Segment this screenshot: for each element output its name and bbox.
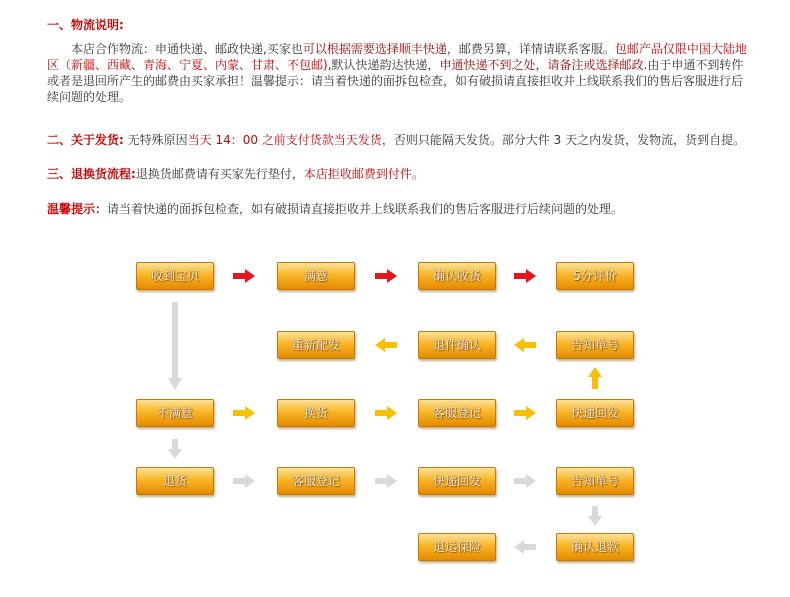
flow-step-cs-register-1[interactable]: 客服登记 xyxy=(418,399,496,427)
tip-heading: 温馨提示： xyxy=(47,202,108,216)
flow-step-express-return-2[interactable]: 快递回发 xyxy=(418,467,496,495)
yellow-arrow-left-icon xyxy=(375,338,397,352)
logistics-text-c: ，邮费另算，详情请联系客服。 xyxy=(446,42,615,56)
shipping-text-c: ，否则只能隔天发货。部分大件 3 天之内发货，发物流，货到自提。 xyxy=(381,133,746,147)
flow-step-confirm-receipt[interactable]: 确认收货 xyxy=(418,262,496,290)
logistics-text-b: 可以根据需要选择顺丰快递 xyxy=(302,42,447,56)
flow-step-cs-register-2[interactable]: 客服登记 xyxy=(277,467,355,495)
gray-arrow-right-icon xyxy=(514,474,536,488)
red-arrow-right-icon xyxy=(233,269,255,283)
gray-arrow-right-icon xyxy=(375,474,397,488)
shipping-text-b: 当天 14：00 之前支付货款当天发货 xyxy=(187,133,382,147)
flow-step-satisfied[interactable]: 满意 xyxy=(277,262,355,290)
yellow-arrow-up-icon xyxy=(588,367,602,389)
gray-arrow-down-icon xyxy=(588,506,602,526)
gray-arrow-down-icon xyxy=(168,439,182,459)
yellow-arrow-left-icon xyxy=(514,338,536,352)
red-arrow-right-icon xyxy=(375,269,397,283)
flow-step-confirm-refund[interactable]: 确认退款 xyxy=(556,533,634,561)
flow-step-received[interactable]: 收到宝贝 xyxy=(136,262,214,290)
red-arrow-right-icon xyxy=(514,269,536,283)
yellow-arrow-right-icon xyxy=(233,406,255,420)
gray-arrow-left-icon xyxy=(514,540,536,554)
yellow-arrow-right-icon xyxy=(375,406,397,420)
shipping-heading: 二、关于发货: xyxy=(47,133,124,147)
gray-arrow-right-icon xyxy=(233,474,255,488)
logistics-text-a: 本店合作物流：申通快递、邮政快递,买家也 xyxy=(71,42,303,56)
flow-step-resend[interactable]: 重新配发 xyxy=(277,331,355,359)
logistics-text-d: 包邮产品仅限中国大陆地区（新疆、西藏、青海、宁夏、内蒙、甘肃、不包邮) xyxy=(47,42,747,72)
logistics-text-g: .由于申通不到转件或者是退回所产生的邮费由买家承担！温馨提示：请当着快递的面拆包检查，如有破损请直接拒收并上线联系我们的售后客服进行后续问题的处理。 xyxy=(47,58,744,104)
return-text-a: 退换货邮费请有买家先行垫付， xyxy=(135,167,304,181)
flow-step-return-insurance[interactable]: 退运保险 xyxy=(418,533,496,561)
gray-arrow-down-long-icon xyxy=(168,302,182,390)
tip-text: 请当着快递的面拆包检查，如有破损请直接拒收并上线联系我们的售后客服进行后续问题的处理。 xyxy=(107,202,624,216)
flow-step-return-confirm[interactable]: 退件确认 xyxy=(418,331,496,359)
yellow-arrow-right-icon xyxy=(514,406,536,420)
flow-step-refund-return[interactable]: 退货 xyxy=(136,467,214,495)
logistics-text-f: 申通快递不到之处，请备注或选择邮政 xyxy=(439,58,644,72)
logistics-text-e: ,默认快递韵达快递， xyxy=(327,58,440,72)
flow-step-exchange[interactable]: 换货 xyxy=(277,399,355,427)
logistics-heading: 一、物流说明: xyxy=(47,18,124,32)
flow-step-five-star[interactable]: 5分评价 xyxy=(556,262,634,290)
return-heading: 三、退换货流程: xyxy=(47,167,136,181)
flow-step-notify-number-1[interactable]: 告知单号 xyxy=(556,331,634,359)
flow-step-unsatisfied[interactable]: 不满意 xyxy=(136,399,214,427)
flow-step-notify-number-2[interactable]: 告知单号 xyxy=(556,467,634,495)
flow-step-express-return-1[interactable]: 快递回发 xyxy=(556,399,634,427)
shipping-text-a: 无特殊原因 xyxy=(123,133,188,147)
return-text-b: 本店拒收邮费到付件。 xyxy=(303,167,424,181)
